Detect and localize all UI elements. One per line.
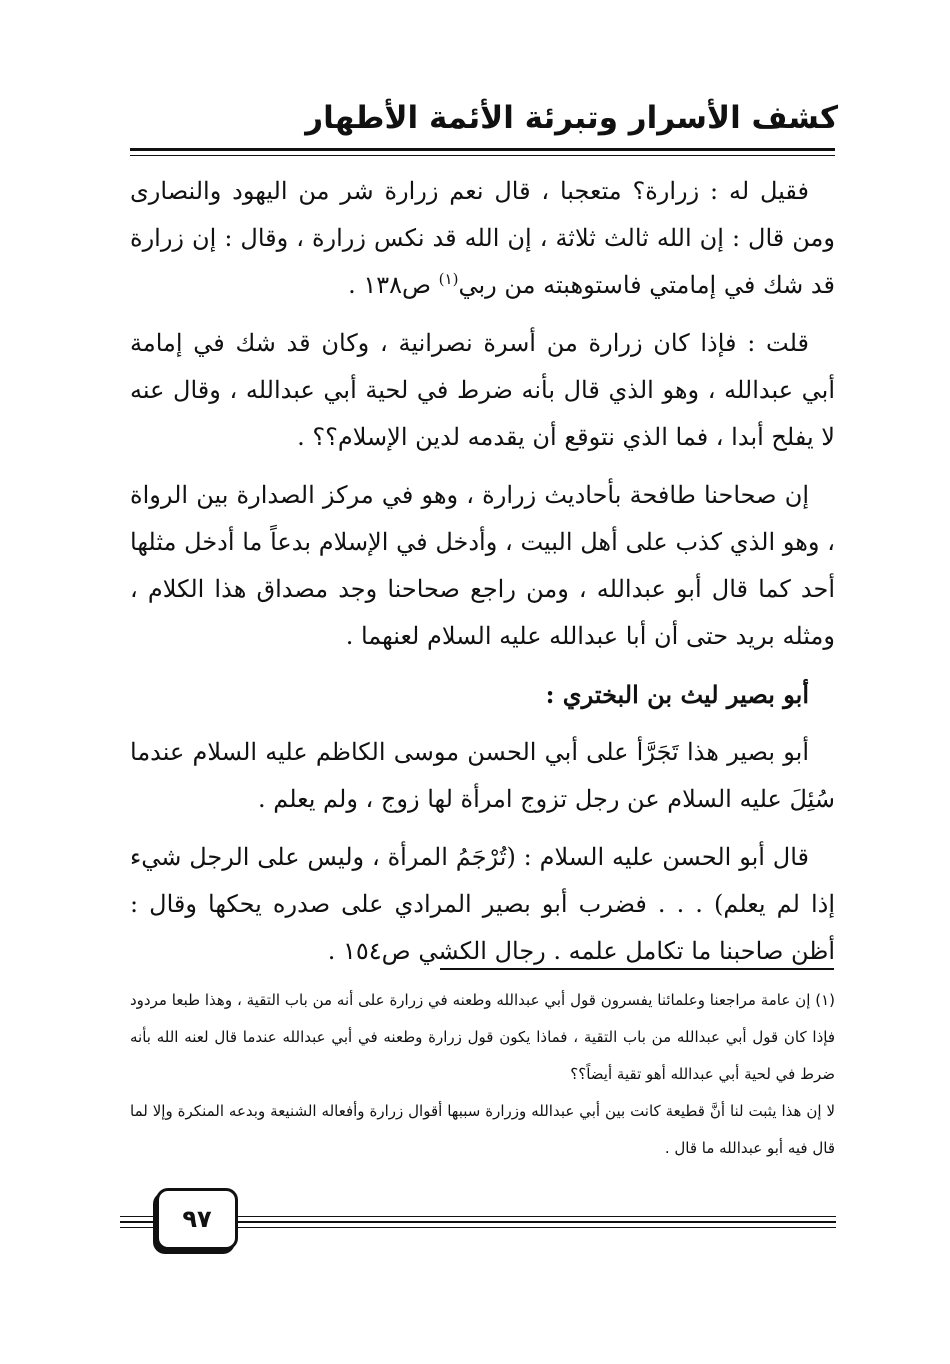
footnotes	[130, 982, 835, 1167]
header-rule	[130, 148, 835, 151]
page-number-box	[156, 1188, 238, 1250]
page-number: ٩٧	[182, 1205, 212, 1233]
main-text	[130, 168, 835, 986]
footer-rule	[236, 1221, 836, 1223]
paragraph-2: قلت : فإذا كان زرارة من أسرة نصرانية ، وكان قد شك في إمامة أبي عبدالله ، وهو الذي قال بأنه ضرط في لحية أبي عبدالله ، وقال عنه لا يفلح أبدا ، فما الذي نتوقع أن يقدمه لدين الإسلام؟؟ .	[130, 329, 835, 451]
footnote-marker: (١)	[438, 270, 459, 288]
paragraph-4: أبو بصير هذا تَجَرَّأ على أبي الحسن موسى الكاظم عليه السلام عندما سُئِلَ عليه السلام عن رجل تزوج امرأة لها زوج ، ولم يعلم .	[130, 738, 835, 813]
footer-rule	[120, 1216, 158, 1217]
footnote-separator	[440, 968, 834, 970]
header-rule-thin	[130, 155, 835, 156]
paragraph-5: قال أبو الحسن عليه السلام : (تُرْجَمُ المرأة ، وليس على الرجل شيء إذا لم يعلم) . . . فضرب أبو بصير المرادي على صدره يحكها وقال : أظن صاحبنا ما تكامل علمه . رجال الكشي ص١٥٤ .	[130, 843, 835, 965]
footer-rule	[120, 1221, 158, 1223]
footnote-1-continued: لا إن هذا يثبت لنا أنَّ قطيعة كانت بين أبي عبدالله وزرارة سببها أقوال زرارة وأفعاله الشنيعة وبدعه المنكرة وإلا لما قال فيه أبو عبدالله ما قال .	[130, 1102, 835, 1157]
paragraph-3: إن صحاحنا طافحة بأحاديث زرارة ، وهو في مركز الصدارة بين الرواة ، وهو الذي كذب على أهل البيت ، وأدخل في الإسلام بدعاً ما أدخل مثلها أحد كما قال أبو عبدالله ، ومن راجع صحاحنا وجد مصداق هذا الكلام ، ومثله بريد حتى أن أبا عبدالله عليه السلام لعنهما .	[130, 481, 836, 650]
paragraph-1	[130, 168, 835, 309]
footer-rule	[236, 1227, 836, 1228]
paragraph-1-tail: ص١٣٨ .	[348, 271, 439, 299]
footer-rule	[236, 1216, 836, 1217]
running-head-title: كشف الأسرار وتبرئة الأئمة الأطهار	[305, 100, 838, 136]
paragraph-1-text: فقيل له : زرارة؟ متعجبا ، قال نعم زرارة شر من اليهود والنصارى ومن قال : إن الله ثالث ثلاثة ، إن الله قد نكس زرارة ، وقال : إن زرارة قد شك في إمامتي فاستوهبته من ربي	[130, 177, 835, 299]
section-heading: أبو بصير ليث بن البختري :	[545, 680, 809, 709]
footer-rule	[120, 1227, 158, 1228]
footnote-1: (١) إن عامة مراجعنا وعلمائنا يفسرون قول أبي عبدالله وطعنه في زرارة على أنه من باب التقية ، وهذا طبعا مردود فإذا كان قول أبي عبدالله من باب التقية ، فماذا يكون قول زرارة وطعنه في أبي عبدالله عندما قال لعنه الله بأنه ضرط في لحية أبي عبدالله أهو تقية أيضاً؟؟	[130, 991, 835, 1083]
